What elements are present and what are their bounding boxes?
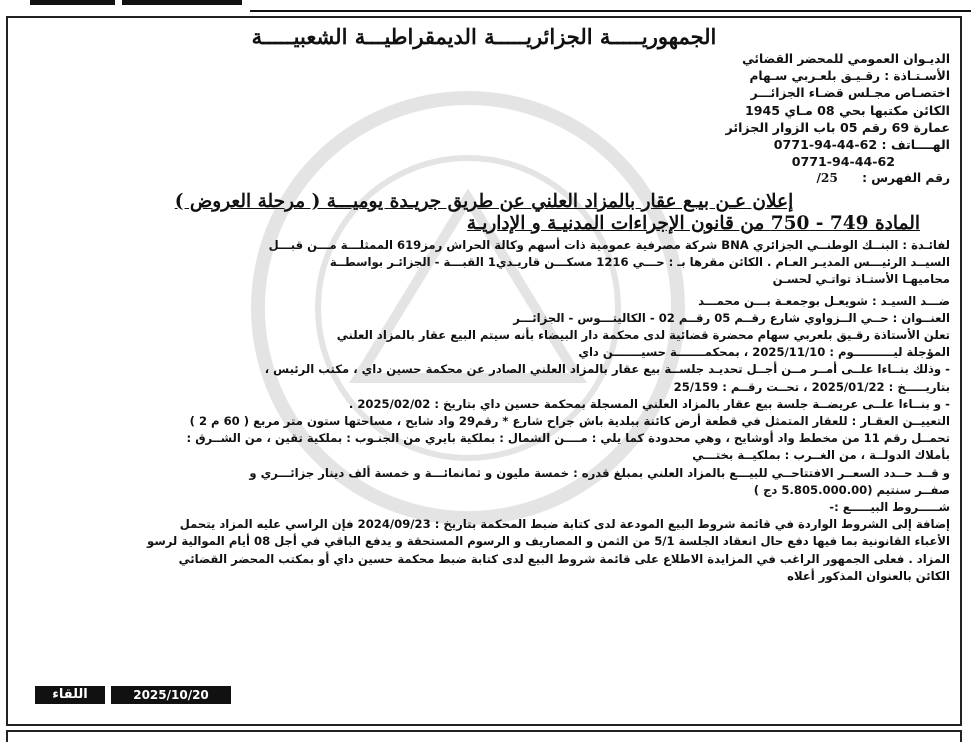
- announcement-body: [18, 237, 950, 585]
- body-line: و قــد حــدد السعــر الافتتاحــي للبيـــع بالمزاد العلني بمبلغ قدره : خمسة مليون و ثمانمائـــة و خمسة ألف دينار جزائـــري و: [249, 465, 950, 480]
- index-value: 25/: [816, 171, 838, 185]
- top-bar-left: [30, 0, 115, 5]
- body-line: الأعباء القانونية بما فيها دفع حال انعقاد الجلسة 5/1 من الثمن و المصاريف و الرسوم المستحقة و يدفع الباقي في أجل 08 أيام الموالية لرسو: [147, 534, 950, 549]
- body-line: إضافة إلى الشروط الواردة في قائمة شروط البيع المودعة لدى كتابة ضبط المحكمة بتاريخ : 2024/09/23 فإن الراسي عليه المزاد يتحمل: [179, 517, 950, 532]
- next-announcement-edge: [6, 730, 962, 742]
- phone-line: الهــــاتف : 62-44-94-0771: [773, 137, 950, 152]
- body-line: المؤجلة ليــــــــــوم : 2025/11/10 ، بمحكمـــــــة حسيـــــــن داي: [578, 345, 950, 360]
- top-bar-middle: [122, 0, 242, 5]
- body-line: - و بنــاءا علــى عريضــة جلسة بيع عقار بالمزاد العلني المسجلة بمحكمة حسين داي بتاريخ : 2025/02/02 .: [348, 396, 950, 411]
- jurisdiction: اختصـاص مجـلس قضـاء الجزائـــر: [750, 86, 950, 100]
- office-name: الديـوان العمومي للمحضر القضائي: [742, 52, 950, 66]
- body-line: بتاريـــــخ : 2025/01/22 ، تحــت رقــم : 25/159: [673, 379, 950, 394]
- announcement-content: [18, 24, 950, 585]
- announcement-title: إعلان عـن بيـع عقار بالمزاد العلني عن طريق جريـدة يوميـــة ( مرحلة العروض ): [174, 191, 794, 212]
- body-line: الكائن بالعنوان المذكور أعلاه: [787, 568, 950, 583]
- body-line: ضـــد السيـد : شويعـل بوجمعـة بـــن محمـــد: [698, 293, 950, 308]
- address-line-2: عمارة 69 رقم 05 باب الزوار الجزائر: [725, 120, 950, 135]
- top-strip: [0, 0, 971, 14]
- announcement-subtitle: المادة 749 - 750 من قانون الإجراءات المدنيـة و الإداريـة: [466, 213, 920, 234]
- body-line: تحمــل رقم 11 من مخطط واد أوشايح ، وهي محدودة كما يلي : مــــن الشمال : بملكية بايري من الجنـوب : بملكية تقين ، من الشــرق :: [186, 431, 950, 446]
- body-line: المزاد . فعلى الجمهور الراغب في المزايدة الاطلاع على قائمة شروط البيع لدى كتابة ضبط محكمة حسين داي أو بمكتب المحضر القضائي: [178, 551, 950, 566]
- body-line: بأملاك الدولــة ، من الغــرب : بملكيــة بختـــي: [692, 448, 950, 463]
- body-line: السيــد الرئيـــس المديـر العـام . الكائن مقرها بـ : حـــي 1216 مسكـــن قاريـدي1 القبـــة - الجزائـر بواسطــة: [329, 255, 950, 270]
- bailiff-name: الأسـتـاذة : رقـيـق بلعـربي سـهام: [749, 69, 950, 83]
- body-line: صفــر سنتيم (5.805.000.00 دج ): [753, 482, 950, 497]
- body-line: العنــوان : حــي الــزواوي شارع رقــم 05 رقــم 02 - الكاليتـــوس - الجزائـــر: [513, 310, 950, 325]
- footer: [31, 686, 231, 704]
- newspaper-name: اللقاء: [35, 686, 105, 704]
- announcement-page: [6, 16, 962, 726]
- body-line: - وذلك بنــاءا علــى أمــر مــن أجــل تحديـد جلســة بيع عقار بالمزاد العلني الصادر عن محكمة حسين داي ، مكتب الرئيس ،: [264, 362, 950, 377]
- phone-line-2: 0771-94-44-62: [791, 154, 895, 169]
- body-line: التعييــن العقـار : للعقار المتمثل في قطعة أرض كائنة ببلدية باش جراح شارع * رقم29 واد شايح ، مساحتها ستون متر مربع ( 60 م 2 ): [189, 414, 950, 429]
- index-label: رقم الفهرس :: [862, 171, 950, 185]
- publication-date: 2025/10/20: [111, 686, 231, 704]
- body-line: لفائـدة : البنــك الوطنــي الجزائري BNA شركة مصرفية عمومية ذات أسهم وكالة الحراش رمز619 الممثلـــة مـــن قبـــل: [268, 238, 950, 252]
- index-line: [18, 170, 950, 187]
- body-line: تعلن الأستاذة رقـيق بلعربي سهام محضرة قضائية لدى محكمة دار البيضاء بأنه سيتم البيع عقار بالمزاد العلني: [336, 328, 950, 343]
- address-line-1: الكائن مكتبها بحي 08 مـاي 1945: [744, 103, 950, 118]
- body-line: شـــــروط البيـــــع :-: [829, 500, 950, 515]
- republic-heading: الجمهوريـــــة الجزائريـــــة الديمقراطيـــة الشعبيـــــة: [251, 24, 717, 49]
- top-rule: [250, 10, 971, 12]
- body-line: محاميهـا الأستـاذ تواتـي لحسـن: [772, 272, 950, 287]
